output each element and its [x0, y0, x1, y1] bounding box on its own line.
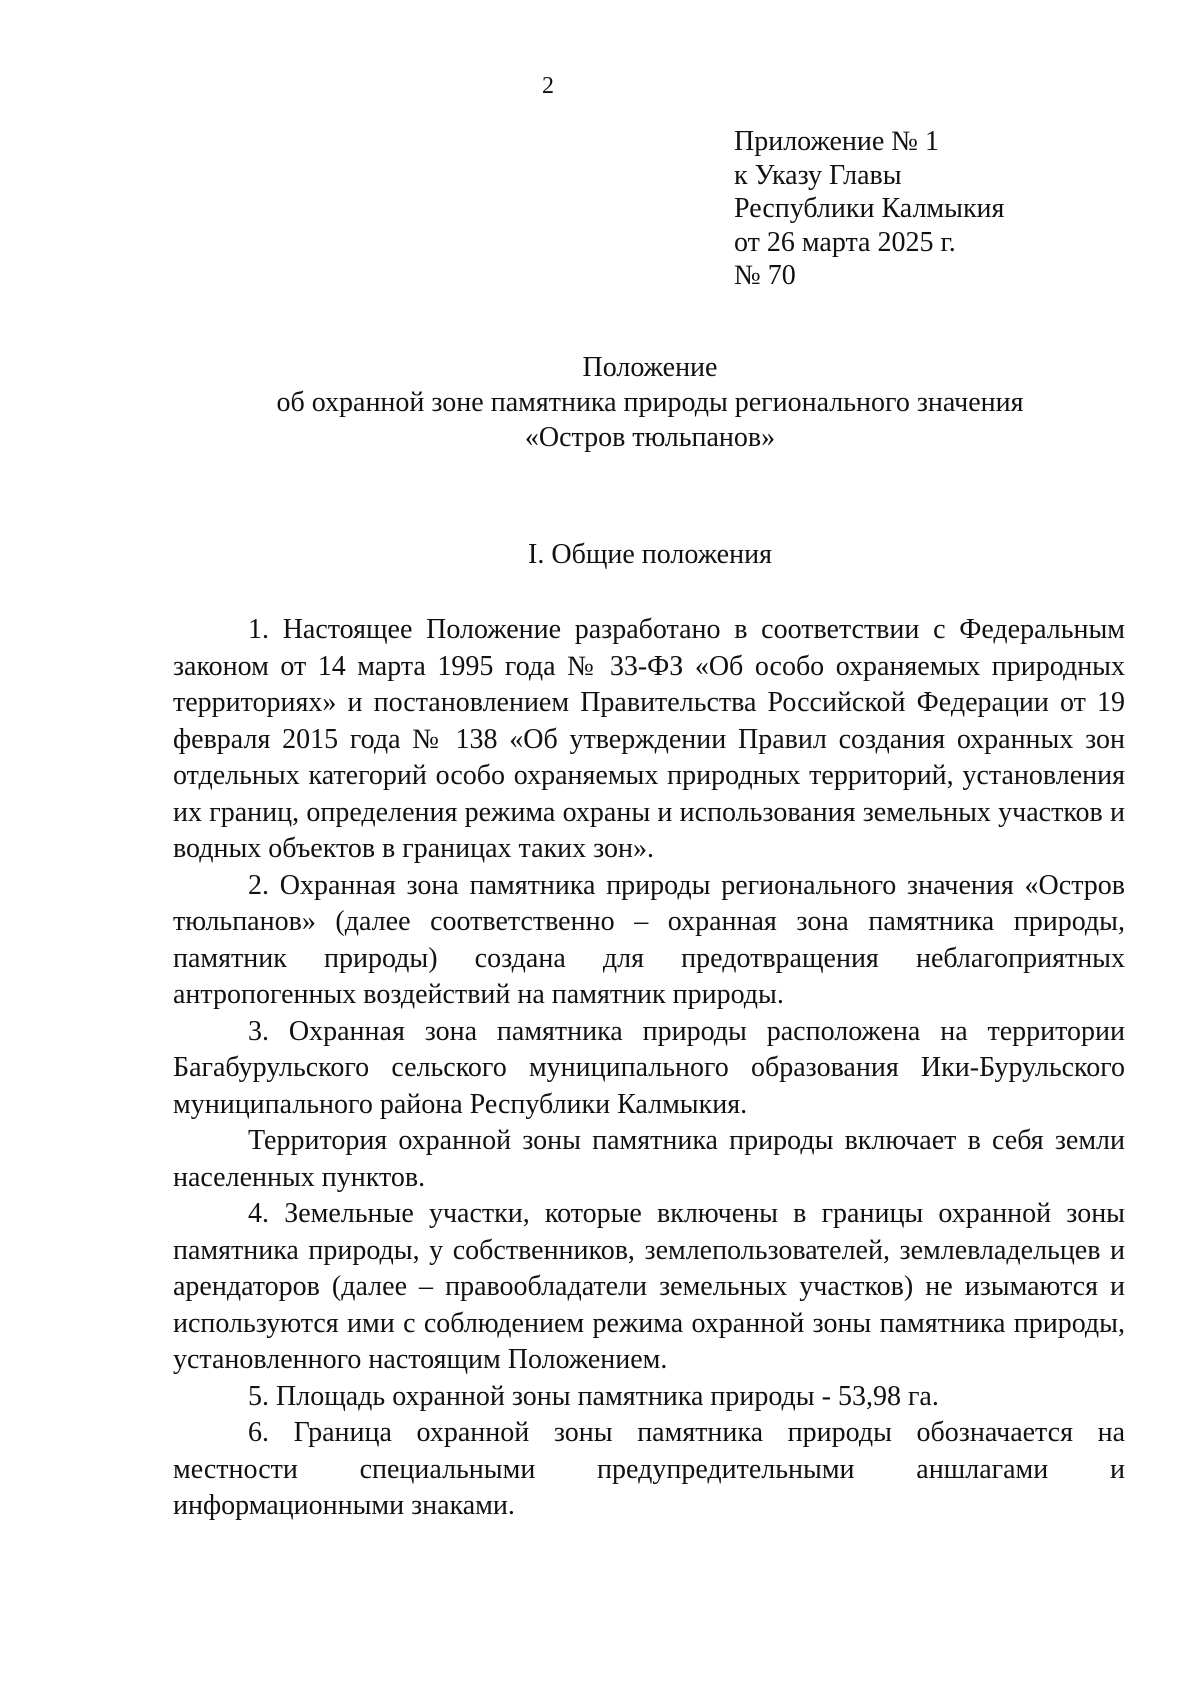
- paragraph-3: 3. Охранная зона памятника природы расположена на территории Багабурульского сельского муниципального образования Ики-Бурульского муниципального района Республики Калмыкия.: [173, 1015, 1125, 1120]
- paragraph-2: 2. Охранная зона памятника природы регионального значения «Остров тюльпанов» (далее соответственно – охранная зона памятника природы, памятник природы) создана для предотвращения неблагоприятных антропогенных воздействий на памятник природы.: [173, 869, 1125, 1010]
- appendix-line-4: от 26 марта 2025 г.: [734, 226, 956, 258]
- paragraph-5: 5. Площадь охранной зоны памятника природы - 53,98 га.: [248, 1380, 939, 1412]
- section-heading: I. Общие положения: [528, 539, 772, 570]
- appendix-reference: [734, 125, 1004, 293]
- appendix-line-1: Приложение № 1: [734, 126, 939, 157]
- body-text: [173, 612, 1125, 1525]
- appendix-line-3: Республики Калмыкия: [734, 193, 1005, 224]
- paragraph-3-continued: Территория охранной зоны памятника природы включает в себя земли населенных пунктов.: [173, 1125, 1125, 1193]
- appendix-line-2: к Указу Главы: [734, 159, 902, 191]
- title-line-2: об охранной зоне памятника природы регионального значения: [276, 387, 1024, 418]
- title-line-1: Положение: [582, 352, 718, 383]
- title-line-3: «Остров тюльпанов»: [524, 422, 776, 453]
- page-number: 2: [542, 73, 554, 99]
- paragraph-1: 1. Настоящее Положение разработано в соответствии с Федеральным законом от 14 марта 1995 года № 33-ФЗ «Об особо охраняемых природных территориях» и постановлением Правительства Российской Федерации от 19 февраля 2015 года № 138 «Об утверждении Правил создания охранных зон отдельных категорий особо охраняемых природных территорий, установления их границ, определения режима охраны и использования земельных участков и водных объектов в границах таких зон».: [173, 614, 1125, 864]
- paragraph-6: 6. Граница охранной зоны памятника природы обозначается на местности специальными предупредительными аншлагами и информационными знаками.: [173, 1417, 1125, 1521]
- paragraph-4: 4. Земельные участки, которые включены в границы охранной зоны памятника природы, у собственников, землепользователей, землевладельцев и арендаторов (далее – правообладатели земельных участков) не изымаются и используются ими с соблюдением режима охранной зоны памятника природы, установленного настоящим Положением.: [173, 1198, 1125, 1375]
- appendix-line-5: № 70: [734, 260, 796, 291]
- document-title: [150, 350, 1150, 455]
